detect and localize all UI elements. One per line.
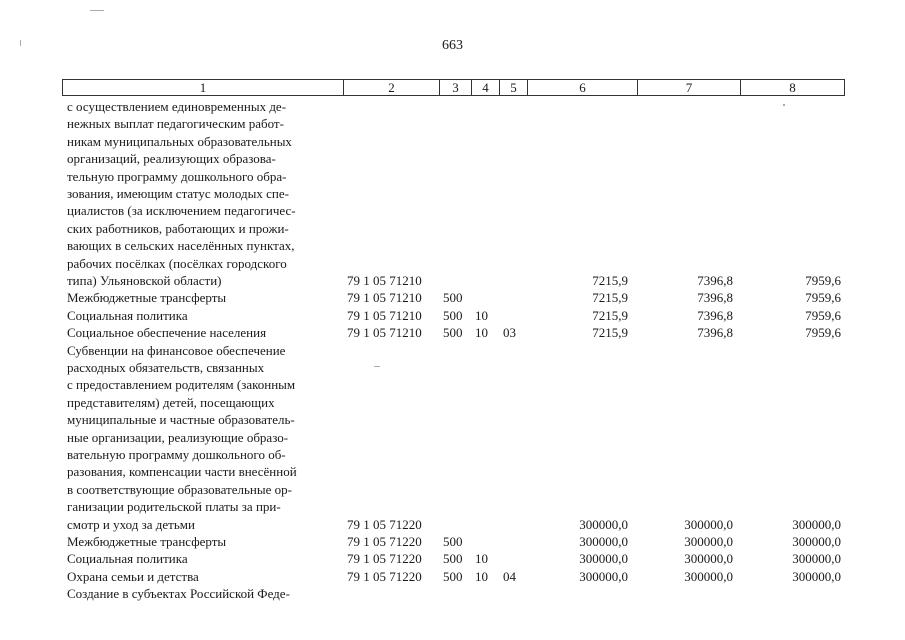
table-row xyxy=(0,168,905,185)
table-row xyxy=(0,446,905,463)
target-article-code: 79 1 05 71210 xyxy=(347,290,422,306)
row-description: смотр и уход за детьми xyxy=(67,516,195,532)
scan-speck xyxy=(783,104,785,106)
row-description: Социальное обеспечение населения xyxy=(67,325,267,341)
row-description: муниципальные и частные образователь- xyxy=(67,412,295,428)
amount-col-8: 7959,6 xyxy=(805,290,841,306)
table-row xyxy=(0,411,905,428)
table-row xyxy=(0,220,905,237)
row-description: тельную программу дошкольного обра- xyxy=(67,168,287,184)
header-col-1: 1 xyxy=(63,80,344,96)
table-row xyxy=(0,98,905,115)
row-description: нежных выплат педагогическим работ- xyxy=(67,116,284,132)
amount-col-8: 7959,6 xyxy=(805,307,841,323)
expense-type-code: 500 xyxy=(443,307,463,323)
table-row xyxy=(0,342,905,359)
section-code: 10 xyxy=(475,307,488,323)
scan-speck xyxy=(374,366,380,367)
target-article-code: 79 1 05 71220 xyxy=(347,516,422,532)
table-row xyxy=(0,307,905,324)
row-description: с осуществлением единовременных де- xyxy=(67,99,287,114)
table-row xyxy=(0,533,905,550)
row-description: вающих в сельских населённых пунктах, xyxy=(67,238,295,254)
table-row xyxy=(0,115,905,132)
row-description: разования, компенсации части внесённой xyxy=(67,464,297,480)
table-row xyxy=(0,185,905,202)
amount-col-8: 300000,0 xyxy=(792,534,841,549)
table-row xyxy=(0,237,905,254)
table-row xyxy=(0,550,905,567)
page-number: 663 xyxy=(442,38,463,53)
amount-col-7: 7396,8 xyxy=(697,273,733,288)
amount-col-7: 300000,0 xyxy=(684,568,733,584)
row-description: типа) Ульяновской области) xyxy=(67,273,222,288)
row-description: Создание в субъектах Российской Феде- xyxy=(67,586,290,602)
section-code: 10 xyxy=(475,551,488,567)
row-description: организаций, реализующих образова- xyxy=(67,151,276,167)
header-row xyxy=(63,80,845,96)
amount-col-7: 7396,8 xyxy=(697,325,733,341)
row-description: Межбюджетные трансферты xyxy=(67,534,227,549)
table-row xyxy=(0,429,905,446)
target-article-code: 79 1 05 71210 xyxy=(347,273,422,288)
subsection-code: 03 xyxy=(503,325,516,341)
target-article-code: 79 1 05 71220 xyxy=(347,534,422,549)
amount-col-6: 300000,0 xyxy=(579,568,628,584)
expense-type-code: 500 xyxy=(443,325,463,341)
header-col-8: 8 xyxy=(741,80,845,96)
row-description: Охрана семьи и детства xyxy=(67,568,199,584)
amount-col-8: 7959,6 xyxy=(805,325,841,341)
target-article-code: 79 1 05 71220 xyxy=(347,551,422,567)
column-header-table xyxy=(62,79,845,96)
expense-type-code: 500 xyxy=(443,551,463,567)
amount-col-7: 300000,0 xyxy=(684,534,733,549)
expense-type-code: 500 xyxy=(443,290,463,306)
row-description: Межбюджетные трансферты xyxy=(67,290,227,306)
row-description: ганизации родительской платы за при- xyxy=(67,499,281,515)
table-row xyxy=(0,150,905,167)
section-code: 10 xyxy=(475,325,488,341)
header-col-2: 2 xyxy=(344,80,440,96)
scan-speck xyxy=(90,10,104,11)
row-description: Социальная политика xyxy=(67,551,188,567)
row-description: расходных обязательств, связанных xyxy=(67,360,265,375)
table-row xyxy=(0,359,905,376)
row-description: Субвенции на финансовое обеспечение xyxy=(67,342,286,358)
amount-col-6: 300000,0 xyxy=(579,516,628,532)
amount-col-7: 7396,8 xyxy=(697,290,733,306)
header-col-4: 4 xyxy=(472,80,500,96)
header-col-3: 3 xyxy=(440,80,472,96)
table-row xyxy=(0,498,905,515)
amount-col-8: 7959,6 xyxy=(805,273,841,288)
row-description: с предоставлением родителям (законным xyxy=(67,377,296,393)
table-row xyxy=(0,255,905,272)
row-description: циалистов (за исключением педагогичес- xyxy=(67,203,296,219)
amount-col-6: 7215,9 xyxy=(592,307,628,323)
target-article-code: 79 1 05 71220 xyxy=(347,568,422,584)
expense-type-code: 500 xyxy=(443,534,463,549)
section-code: 10 xyxy=(475,568,488,584)
header-col-6: 6 xyxy=(528,80,638,96)
table-row xyxy=(0,289,905,306)
amount-col-8: 300000,0 xyxy=(792,551,841,567)
header-col-5: 5 xyxy=(500,80,528,96)
amount-col-8: 300000,0 xyxy=(792,516,841,532)
row-description: рабочих посёлках (посёлках городского xyxy=(67,255,287,271)
amount-col-6: 300000,0 xyxy=(579,534,628,549)
amount-col-6: 7215,9 xyxy=(592,325,628,341)
table-row xyxy=(0,481,905,498)
table-row xyxy=(0,133,905,150)
row-description: зования, имеющим статус молодых спе- xyxy=(67,186,289,201)
row-description: ских работников, работающих и прожи- xyxy=(67,220,289,236)
row-description: представителям) детей, посещающих xyxy=(67,394,275,410)
header-col-7: 7 xyxy=(638,80,741,96)
target-article-code: 79 1 05 71210 xyxy=(347,325,422,341)
amount-col-7: 7396,8 xyxy=(697,307,733,323)
subsection-code: 04 xyxy=(503,568,516,584)
amount-col-6: 7215,9 xyxy=(592,290,628,306)
table-row xyxy=(0,202,905,219)
row-description: никам муниципальных образовательных xyxy=(67,133,292,149)
amount-col-7: 300000,0 xyxy=(684,516,733,532)
row-description: вательную программу дошкольного об- xyxy=(67,447,286,462)
row-description: ные организации, реализующие образо- xyxy=(67,429,289,445)
table-row xyxy=(0,376,905,393)
amount-col-6: 7215,9 xyxy=(592,273,628,288)
expense-type-code: 500 xyxy=(443,568,463,584)
amount-col-8: 300000,0 xyxy=(792,568,841,584)
scan-speck xyxy=(20,40,21,46)
table-row xyxy=(0,463,905,480)
table-row xyxy=(0,585,905,602)
target-article-code: 79 1 05 71210 xyxy=(347,307,422,323)
row-description: Социальная политика xyxy=(67,307,188,323)
row-description: в соответствующие образовательные ор- xyxy=(67,481,292,497)
amount-col-6: 300000,0 xyxy=(579,551,628,567)
table-row xyxy=(0,568,905,585)
table-row xyxy=(0,516,905,533)
amount-col-7: 300000,0 xyxy=(684,551,733,567)
table-row xyxy=(0,272,905,289)
table-row xyxy=(0,324,905,341)
table-row xyxy=(0,394,905,411)
